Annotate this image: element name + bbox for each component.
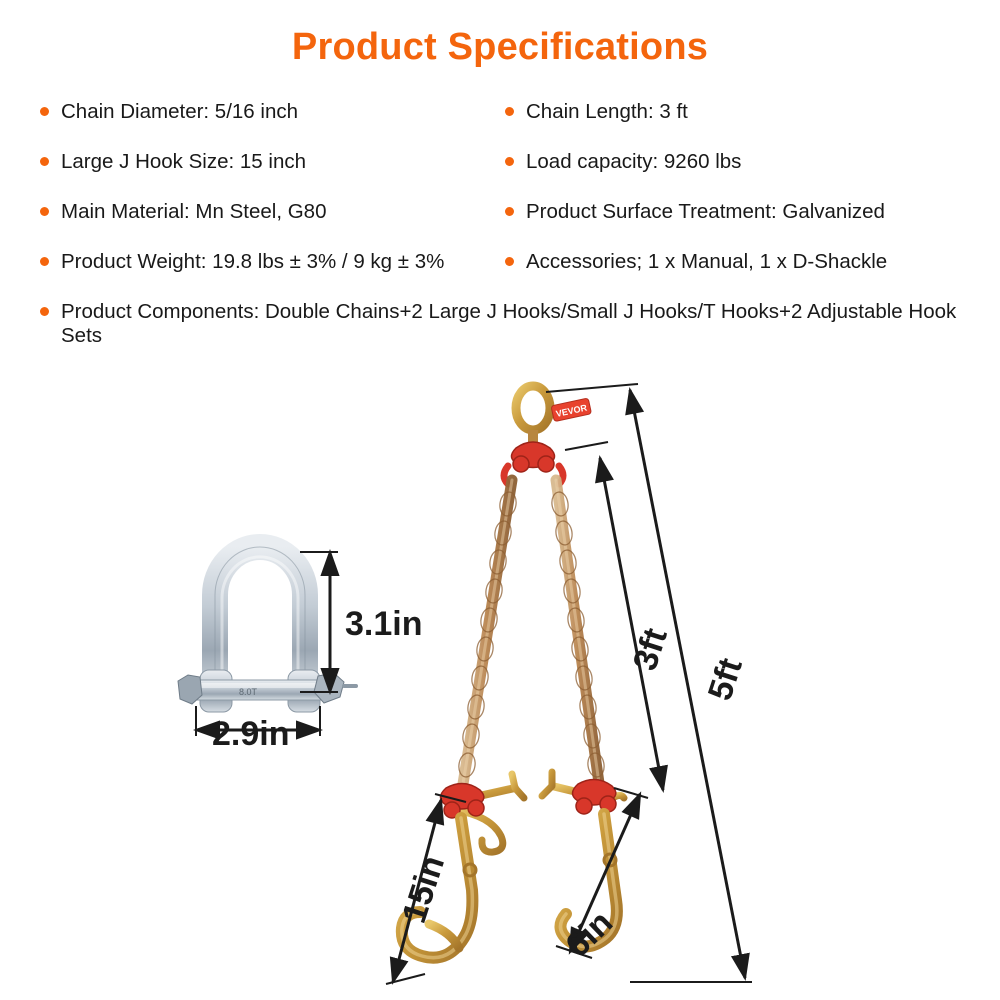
list-item (40, 100, 505, 150)
dimension-label-small-j-hook: 6in (558, 903, 621, 965)
spec-row (40, 200, 970, 250)
dimension-label-shackle-width: 2.9in (212, 715, 290, 753)
spec-column-left (40, 200, 505, 250)
list-item (40, 300, 970, 374)
spec-text: Load capacity: 9260 lbs (526, 150, 742, 173)
list-item (40, 250, 505, 300)
list-item (505, 200, 970, 250)
spec-row (40, 150, 970, 200)
spec-column-left (40, 250, 505, 300)
spec-text: Large J Hook Size: 15 inch (61, 150, 306, 173)
bullet-icon (40, 207, 49, 216)
list-item (505, 100, 970, 150)
dimension-label-large-j-hook: 15in (394, 851, 453, 928)
bullet-icon (505, 157, 514, 166)
list-item (505, 150, 970, 200)
product-illustration (0, 370, 1000, 1000)
spec-text: Main Material: Mn Steel, G80 (61, 200, 327, 223)
product-drawing (0, 370, 1000, 1000)
spec-column-right (505, 200, 970, 250)
dimension-label-chain-length: 3ft (625, 623, 675, 675)
bullet-icon (505, 257, 514, 266)
specifications-list (40, 100, 970, 374)
chain-left (457, 480, 518, 790)
spec-text: Product Components: Double Chains+2 Large J Hooks/Small J Hooks/T Hooks+2 Adjustable Hook Sets (61, 300, 957, 347)
bullet-icon (505, 107, 514, 116)
spec-text: Chain Length: 3 ft (526, 100, 688, 123)
dimension-label-overall-length: 5ft (700, 653, 750, 705)
spec-row (40, 100, 970, 150)
list-item (40, 150, 505, 200)
bullet-icon (505, 207, 514, 216)
spec-column-full (40, 300, 970, 374)
spec-text: Accessories; 1 x Manual, 1 x D-Shackle (526, 250, 888, 273)
chain-right (550, 480, 605, 790)
spec-column-left (40, 150, 505, 200)
brand-tag-label: VEVOR (555, 402, 588, 419)
spec-row (40, 300, 970, 374)
spec-column-right (505, 150, 970, 200)
dimension-label-shackle-height: 3.1in (345, 605, 423, 643)
bullet-icon (40, 307, 49, 316)
list-item (505, 250, 970, 300)
spec-column-right (505, 100, 970, 150)
bullet-icon (40, 257, 49, 266)
d-shackle-graphic (178, 547, 356, 736)
shackle-stamp: 8.0T (238, 687, 258, 697)
spec-text: Product Weight: 19.8 lbs ± 3% / 9 kg ± 3% (61, 250, 445, 273)
spec-column-left (40, 100, 505, 150)
spec-text: Product Surface Treatment: Galvanized (526, 200, 885, 223)
spec-text: Chain Diameter: 5/16 inch (61, 100, 299, 123)
spec-column-right (505, 250, 970, 300)
page-title: Product Specifications (291, 26, 709, 68)
list-item (40, 200, 505, 250)
spec-row (40, 250, 970, 300)
bullet-icon (40, 157, 49, 166)
bullet-icon (40, 107, 49, 116)
